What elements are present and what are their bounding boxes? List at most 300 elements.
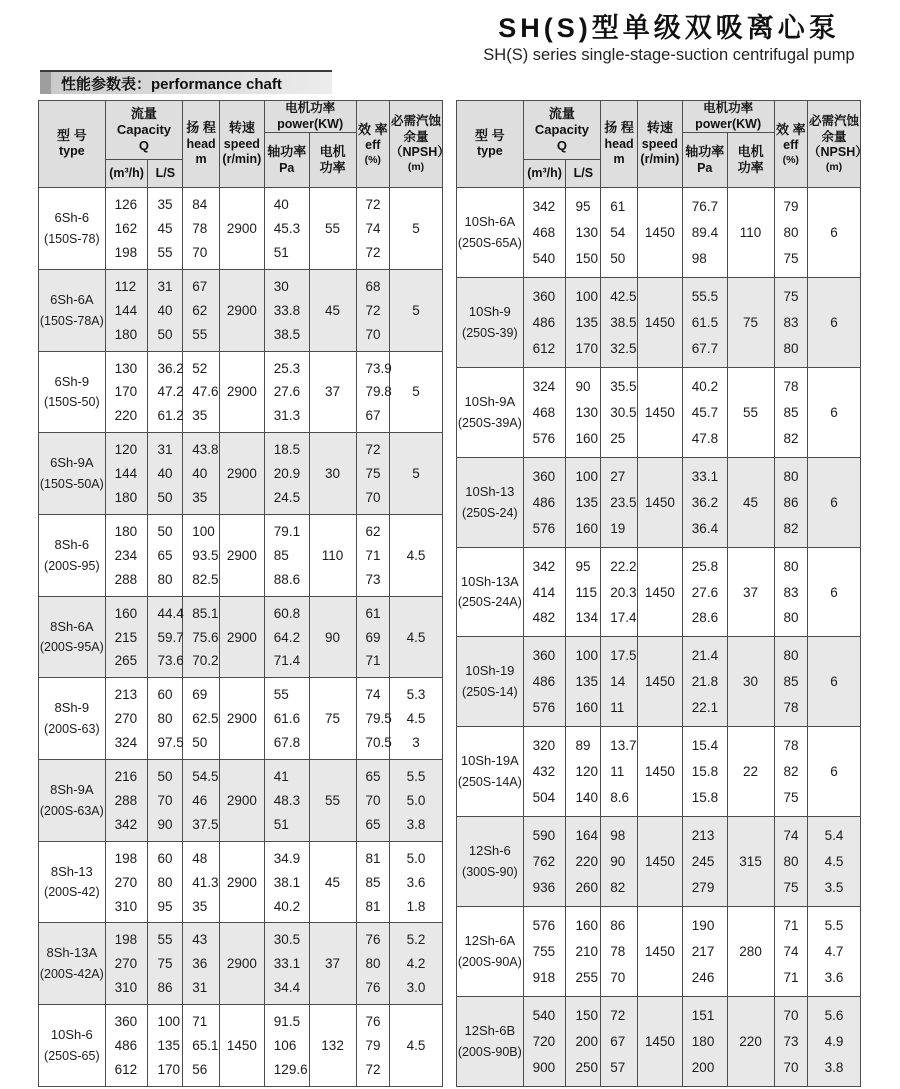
header-head-en: head [604, 136, 634, 151]
value: 22.2 [610, 558, 637, 574]
value: 79.5 [365, 711, 392, 727]
header-capacity-zh: 流量Capacity [534, 105, 590, 137]
value: 540 [532, 1007, 556, 1023]
capacity-m3h-cell-stack [524, 997, 566, 1086]
header-type-en: type [58, 144, 85, 159]
value: 42.5 [610, 289, 637, 305]
efficiency-cell [356, 760, 390, 842]
capacity-ls-cell [148, 923, 183, 1005]
capacity-m3h-cell-stack [106, 678, 148, 759]
npsh-cell-stack [390, 760, 442, 841]
capacity-m3h-cell [523, 457, 566, 547]
shaft-power-cell-stack [265, 433, 309, 514]
value: 3.8 [406, 816, 426, 832]
model-name: 8Sh-13A [46, 945, 98, 961]
value: 35 [192, 898, 208, 914]
model-name: 10Sh-19A [460, 753, 519, 769]
value: 100 [157, 1014, 180, 1030]
value: 72 [365, 245, 381, 261]
value: 70 [783, 1059, 799, 1075]
capacity-m3h-cell-stack [106, 270, 148, 351]
value: 13.7 [610, 738, 637, 754]
header-capacity-q: Q [138, 138, 149, 154]
value: 85.1 [192, 605, 219, 621]
value: 486 [532, 494, 556, 510]
value: 71 [365, 653, 381, 669]
value: 80 [157, 874, 173, 890]
value: 98 [691, 251, 707, 267]
value: 28.6 [691, 610, 719, 626]
efficiency-cell-stack [775, 278, 808, 367]
model-code: (250S-65A) [457, 236, 522, 251]
capacity-m3h-cell-stack [524, 727, 566, 816]
value: 47.2 [157, 384, 184, 400]
header-npsh-label: （NPSH） [390, 145, 450, 160]
value: 100 [575, 648, 598, 664]
model-code: (250S-39A) [457, 415, 522, 430]
motor-power-cell: 280 [727, 907, 774, 997]
efficiency-cell [356, 923, 390, 1005]
capacity-m3h-cell-stack [106, 352, 148, 433]
value: 67.7 [691, 340, 719, 356]
value: 215 [114, 629, 138, 645]
value: 288 [114, 571, 138, 587]
shaft-power-cell [682, 727, 727, 817]
value: 61.6 [273, 711, 301, 727]
value: 3.0 [406, 980, 426, 996]
value: 95 [157, 898, 173, 914]
capacity-m3h-cell [523, 547, 566, 637]
model-code: (300S-90) [462, 864, 518, 879]
model-code: (150S-50) [44, 395, 100, 410]
npsh-cell: 4.5 [390, 596, 443, 678]
capacity-ls-cell [148, 188, 183, 270]
value: 25.8 [691, 558, 719, 574]
model-code: (200S-90A) [457, 954, 522, 969]
value: 35 [157, 197, 173, 213]
value: 68 [365, 278, 381, 294]
efficiency-cell-stack [775, 907, 808, 996]
header-head-unit: m [195, 152, 207, 167]
efficiency-cell-stack [357, 352, 390, 433]
model-code: (250S-24A) [457, 595, 522, 610]
model-name: 10Sh-9A [464, 393, 516, 409]
value: 70.5 [365, 735, 392, 751]
capacity-m3h-cell [105, 269, 148, 351]
value: 200 [575, 1033, 598, 1049]
value: 79 [783, 199, 799, 215]
model-cell [39, 269, 106, 351]
model-cell [39, 433, 106, 515]
value: 37.5 [192, 816, 219, 832]
npsh-cell: 6 [808, 367, 861, 457]
value: 27.6 [691, 584, 719, 600]
capacity-m3h-cell-stack [524, 817, 566, 906]
head-cell-stack [601, 458, 637, 547]
head-cell-stack [183, 188, 219, 269]
capacity-ls-cell [566, 907, 601, 997]
value: 76 [365, 980, 381, 996]
capacity-ls-cell [566, 457, 601, 547]
value: 576 [532, 520, 556, 536]
shaft-power-cell [682, 637, 727, 727]
head-cell [183, 351, 220, 433]
capacity-ls-cell [566, 547, 601, 637]
value: 23.5 [610, 494, 637, 510]
motor-power-cell: 55 [309, 188, 356, 270]
table-row [39, 678, 443, 760]
header-type-zh: 型 号 [475, 128, 505, 144]
shaft-power-cell [264, 433, 309, 515]
header-shaft-zh: 轴功率 [267, 144, 307, 160]
npsh-cell [808, 996, 861, 1086]
value: 80 [783, 610, 799, 626]
header-eff-en: eff [783, 137, 799, 152]
value: 78 [192, 221, 208, 237]
value: 590 [532, 828, 556, 844]
header-npsh-unit: (m) [407, 161, 425, 173]
model-cell [39, 760, 106, 842]
shaft-power-cell-stack [683, 278, 727, 367]
value: 25 [610, 430, 626, 446]
header-power [264, 101, 356, 133]
npsh-cell-stack [390, 678, 442, 759]
header-shaft-unit: Pa [279, 160, 295, 175]
value: 140 [575, 790, 598, 806]
value: 30 [273, 278, 289, 294]
value: 8.6 [610, 790, 629, 806]
value: 73.9 [365, 360, 392, 376]
value: 85 [783, 404, 799, 420]
efficiency-cell-stack [357, 760, 390, 841]
shaft-power-cell-stack [265, 597, 309, 678]
motor-power-cell: 37 [309, 351, 356, 433]
table-row [39, 351, 443, 433]
value: 129.6 [273, 1061, 308, 1077]
model-cell [457, 727, 524, 817]
head-cell [183, 841, 220, 923]
efficiency-cell-stack [775, 188, 808, 277]
table-row [39, 596, 443, 678]
capacity-ls-cell-stack [148, 597, 182, 678]
value: 74 [365, 221, 381, 237]
value: 78 [783, 700, 799, 716]
npsh-cell: 5 [390, 188, 443, 270]
tables-container [38, 100, 868, 1087]
value: 576 [532, 917, 556, 933]
model-cell [457, 547, 524, 637]
capacity-ls-cell-stack [148, 352, 182, 433]
value: 83 [783, 584, 799, 600]
npsh-cell: 6 [808, 637, 861, 727]
value: 130 [575, 225, 598, 241]
capacity-ls-cell [566, 817, 601, 907]
model-cell [39, 678, 106, 760]
page-title-block [464, 6, 874, 65]
value: 93.5 [192, 547, 219, 563]
value: 3.6 [824, 969, 844, 985]
value: 89 [575, 738, 591, 754]
capacity-m3h-cell-stack [106, 923, 148, 1004]
speed-cell: 2900 [219, 760, 264, 842]
efficiency-cell [356, 678, 390, 760]
value: 67 [610, 1033, 626, 1049]
value: 310 [114, 980, 138, 996]
head-cell [183, 1005, 220, 1087]
value: 76 [365, 1014, 381, 1030]
value: 11 [610, 700, 625, 716]
value: 270 [114, 711, 138, 727]
value: 234 [114, 547, 138, 563]
efficiency-cell [774, 367, 808, 457]
value: 50 [610, 251, 626, 267]
capacity-m3h-cell-stack [106, 188, 148, 269]
efficiency-cell [356, 596, 390, 678]
table-row [457, 367, 861, 457]
table-header [39, 101, 450, 188]
value: 180 [114, 523, 138, 539]
value: 75 [783, 289, 799, 305]
header-npsh-zh1: 必需汽蚀 [809, 114, 860, 129]
capacity-ls-cell-stack [566, 278, 600, 367]
head-cell-stack [183, 515, 219, 596]
value: 50 [157, 768, 173, 784]
value: 55 [273, 687, 289, 703]
value: 90 [610, 854, 626, 870]
value: 220 [575, 854, 598, 870]
npsh-cell: 5 [390, 351, 443, 433]
value: 33.1 [691, 468, 719, 484]
table-row [457, 907, 861, 997]
value: 160 [575, 917, 598, 933]
shaft-power-cell-stack [265, 842, 309, 923]
value: 65 [365, 768, 381, 784]
head-cell [601, 727, 638, 817]
table-row [39, 433, 443, 515]
value: 414 [532, 584, 556, 600]
speed-cell: 2900 [219, 269, 264, 351]
value: 38.5 [610, 314, 637, 330]
head-cell-stack [183, 1005, 219, 1086]
model-cell [457, 457, 524, 547]
table-header [457, 101, 868, 188]
value: 135 [575, 494, 598, 510]
header-npsh-unit: (m) [825, 161, 843, 173]
header-motor-zh1: 电机 [319, 144, 346, 159]
header-motor-power [309, 133, 356, 188]
head-cell-stack [601, 727, 637, 816]
value: 5.5 [406, 768, 426, 784]
efficiency-cell [356, 351, 390, 433]
value: 126 [114, 197, 138, 213]
header-capacity-zh: 流量Capacity [116, 105, 172, 137]
header-shaft-zh: 轴功率 [685, 144, 725, 160]
value: 11 [610, 764, 625, 780]
value: 72 [365, 442, 381, 458]
capacity-ls-cell [148, 841, 183, 923]
head-cell [183, 269, 220, 351]
header-npsh-zh1: 必需汽蚀 [391, 114, 442, 129]
shaft-power-cell [682, 817, 727, 907]
value: 48 [192, 850, 208, 866]
shaft-power-cell [264, 351, 309, 433]
value: 84 [192, 197, 208, 213]
value: 160 [114, 605, 138, 621]
table-row [457, 457, 861, 547]
value: 279 [691, 879, 715, 895]
table-row [39, 269, 443, 351]
model-name: 8Sh-6 [54, 536, 90, 552]
capacity-ls-cell-stack [566, 907, 600, 996]
capacity-m3h-cell-stack [106, 597, 148, 678]
head-cell-stack [601, 368, 637, 457]
table-row [39, 760, 443, 842]
table-row [39, 515, 443, 597]
speed-cell: 1450 [637, 817, 682, 907]
value: 83 [783, 314, 799, 330]
npsh-cell: 4.5 [390, 1005, 443, 1087]
table-row [457, 996, 861, 1086]
npsh-cell-stack [390, 923, 442, 1004]
npsh-cell [390, 678, 443, 760]
table-row [39, 923, 443, 1005]
efficiency-cell-stack [357, 515, 390, 596]
header-head [601, 101, 638, 188]
header-shaft-power [264, 133, 309, 188]
value: 144 [114, 302, 138, 318]
head-cell [601, 637, 638, 727]
value: 3.6 [406, 874, 426, 890]
value: 100 [192, 523, 215, 539]
value: 79.1 [273, 523, 301, 539]
shaft-power-cell-stack [265, 515, 309, 596]
value: 40 [192, 466, 208, 482]
model-cell [39, 1005, 106, 1087]
model-code: (200S-42A) [39, 967, 104, 982]
value: 65 [157, 547, 173, 563]
capacity-ls-cell-stack [148, 433, 182, 514]
value: 60.8 [273, 605, 301, 621]
page-title-chinese: SH(S)型单级双吸离心泵 [498, 13, 840, 43]
value: 55 [157, 932, 173, 948]
value: 216 [114, 768, 138, 784]
shaft-power-cell-stack [683, 458, 727, 547]
value: 4.5 [824, 854, 844, 870]
header-speed [219, 101, 264, 188]
capacity-ls-cell-stack [566, 637, 600, 726]
head-cell-stack [183, 678, 219, 759]
section-bar-edge-decoration [40, 72, 51, 94]
header-type-en: type [476, 144, 503, 159]
value: 342 [532, 558, 556, 574]
value: 44.4 [157, 605, 184, 621]
header-eff-unit: (%) [364, 153, 381, 166]
value: 468 [532, 225, 556, 241]
header-unit-m3h-label: (m³/h) [527, 165, 562, 180]
capacity-m3h-cell [105, 596, 148, 678]
value: 80 [157, 711, 173, 727]
value: 324 [532, 378, 556, 394]
value: 78 [783, 378, 799, 394]
capacity-m3h-cell [523, 637, 566, 727]
value: 198 [114, 932, 138, 948]
efficiency-cell [774, 457, 808, 547]
value: 40 [157, 466, 173, 482]
capacity-m3h-cell [105, 433, 148, 515]
capacity-ls-cell-stack [566, 188, 600, 277]
npsh-cell-stack [390, 842, 442, 923]
shaft-power-cell-stack [683, 637, 727, 726]
value: 27 [610, 468, 626, 484]
capacity-ls-cell [566, 727, 601, 817]
value: 255 [575, 969, 598, 985]
motor-power-cell: 30 [727, 637, 774, 727]
value: 17.5 [610, 648, 637, 664]
value: 56 [192, 1061, 208, 1077]
value: 71 [783, 917, 799, 933]
header-eff-zh: 效 率 [775, 121, 806, 137]
value: 40.2 [273, 898, 301, 914]
head-cell-stack [601, 278, 637, 367]
header-type-zh: 型 号 [57, 128, 87, 144]
value: 3.5 [824, 879, 844, 895]
value: 61 [365, 605, 381, 621]
value: 180 [691, 1033, 715, 1049]
value: 48.3 [273, 792, 301, 808]
model-code: (150S-78) [44, 231, 100, 246]
header-npsh-zh2: 余量 [403, 129, 429, 144]
efficiency-cell-stack [357, 842, 390, 923]
speed-cell: 2900 [219, 923, 264, 1005]
motor-power-cell: 75 [309, 678, 356, 760]
header-motor-zh1: 电机 [737, 144, 764, 159]
value: 71 [783, 969, 799, 985]
head-cell-stack [601, 637, 637, 726]
head-cell-stack [183, 433, 219, 514]
value: 19 [610, 520, 626, 536]
value: 50 [157, 326, 173, 342]
value: 36 [192, 956, 208, 972]
efficiency-cell [356, 841, 390, 923]
value: 170 [114, 384, 138, 400]
value: 468 [532, 404, 556, 420]
value: 151 [691, 1007, 715, 1023]
value: 130 [114, 360, 138, 376]
npsh-cell: 6 [808, 547, 861, 637]
speed-cell: 2900 [219, 596, 264, 678]
table-row [39, 841, 443, 923]
head-cell-stack [183, 270, 219, 351]
value: 86 [783, 494, 799, 510]
motor-power-cell: 132 [309, 1005, 356, 1087]
capacity-ls-cell [148, 596, 183, 678]
value: 55 [157, 245, 173, 261]
value: 35 [192, 490, 208, 506]
capacity-m3h-cell-stack [524, 188, 566, 277]
value: 150 [575, 251, 598, 267]
value: 90 [157, 816, 173, 832]
value: 4.9 [824, 1033, 844, 1049]
shaft-power-cell-stack [683, 368, 727, 457]
efficiency-cell [356, 515, 390, 597]
speed-cell: 1450 [637, 188, 682, 278]
model-name: 10Sh-13A [460, 573, 519, 589]
motor-power-cell: 30 [309, 433, 356, 515]
capacity-m3h-cell [523, 907, 566, 997]
efficiency-cell [774, 278, 808, 368]
shaft-power-cell-stack [683, 188, 727, 277]
efficiency-cell-stack [357, 270, 390, 351]
